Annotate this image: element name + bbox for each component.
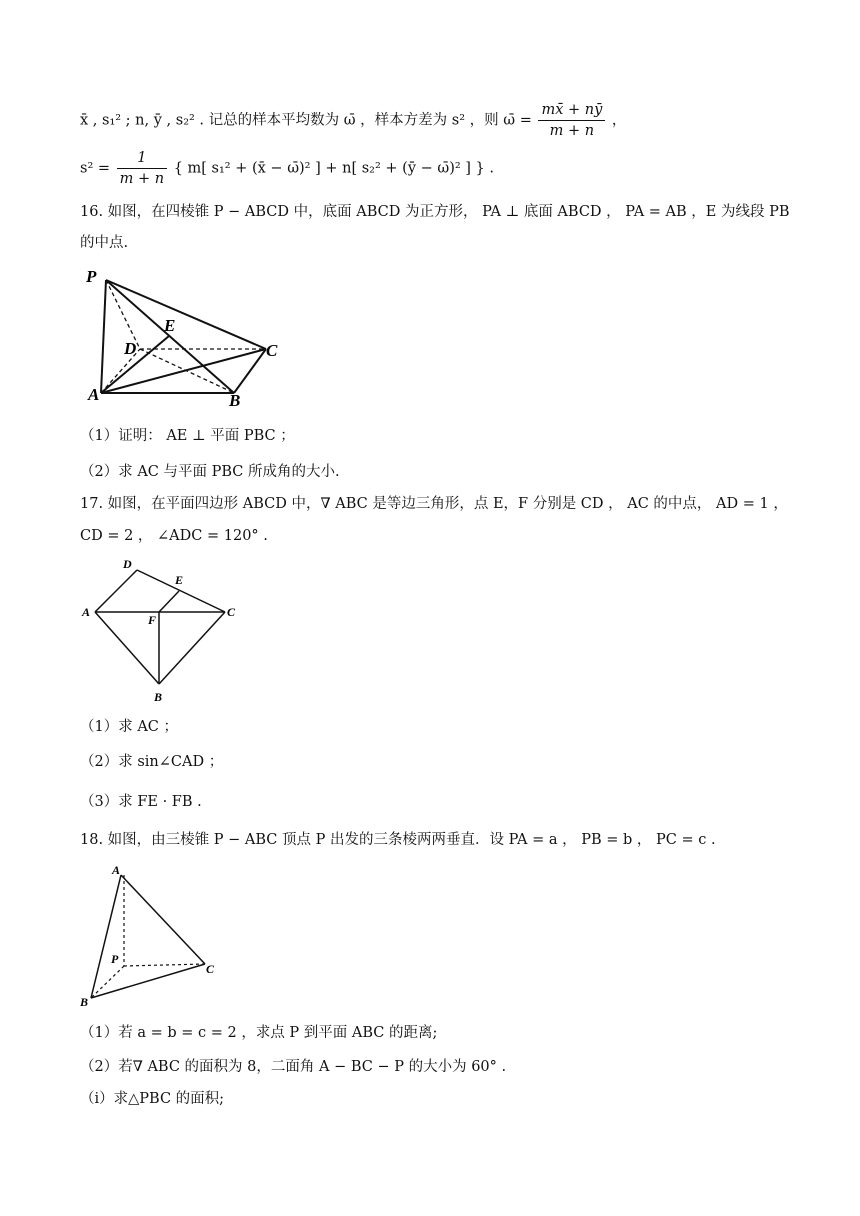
label-B: B (154, 690, 163, 704)
formula-text: x̄ , s₁² ; n, ȳ , s₂² . 记总的样本平均数为 ω̄ ，样本方差为 s² ，则 ω̄ = (80, 112, 532, 129)
label-A: A (112, 863, 121, 877)
label-F: F (148, 613, 157, 627)
label-E: E (164, 316, 176, 335)
label-C: C (206, 962, 215, 976)
variance-lhs: s² = (80, 160, 111, 177)
formula-line-2 (80, 148, 494, 189)
q16-pyramid-figure (80, 262, 290, 410)
formula-line-1: x̄ , s₁² ; n, ȳ , s₂² . 记总的样本平均数为 ω̄ ，样本方差为 s² ，则 ω̄ = $\frac{mx̄ + nȳ}{m + n}$ ， (80, 102, 627, 139)
label-B: B (80, 995, 89, 1009)
q17-quadrilateral-figure (80, 553, 250, 708)
q16-part-2: （2）求 AC 与平面 PBC 所成角的大小. (80, 464, 340, 480)
fraction-variance: $\frac{1}{m + n}$ (117, 148, 167, 189)
q16-stem-line-1: 16. 如图，在四棱锥 P − ABCD 中，底面 ABCD 为正方形， PA ⊥ 底面 ABCD ， PA = AB ，E 为线段 PB (80, 204, 790, 220)
label-P: P (86, 267, 97, 286)
label-B: B (229, 391, 241, 410)
label-C: C (227, 605, 236, 619)
q17-part-1: （1）求 AC ； (80, 719, 179, 735)
label-A: A (88, 385, 100, 404)
label-D: D (123, 557, 132, 571)
q18-part-2-i: （ⅰ）求△PBC 的面积; (80, 1091, 225, 1107)
label-D: D (124, 339, 137, 358)
q17-stem-line-2: CD = 2 ， ∠ADC = 120° . (80, 528, 268, 544)
q18-stem-line-1: 18. 如图，由三棱锥 P − ABC 顶点 P 出发的三条棱两两垂直．设 PA = a ， PB = b ， PC = c . (80, 832, 716, 848)
q18-tetrahedron-figure (78, 860, 228, 1010)
q17-stem-line-1: 17. 如图，在平面四边形 ABCD 中，∇ ABC 是等边三角形，点 E，F 分别是 CD ， AC 的中点， AD = 1 ， (80, 496, 788, 512)
q18-part-1: （1）若 a = b = c = 2 ，求点 P 到平面 ABC 的距离; (80, 1025, 438, 1041)
label-P: P (111, 952, 119, 966)
q17-part-3: （3）求 FE · FB . (80, 794, 202, 810)
q16-stem-line-2: 的中点. (80, 235, 129, 251)
fraction-mean: $\frac{mx̄ + nȳ}{m + n}$ (538, 100, 605, 141)
variance-rhs: { m[ s₁² + (x̄ − ω̄)² ] + n[ s₂² + (ȳ − ω̄)² ] } . (173, 160, 494, 177)
label-C: C (266, 341, 278, 360)
q18-part-2: （2）若∇ ABC 的面积为 8，二面角 A − BC − P 的大小为 60° . (80, 1059, 507, 1075)
q17-part-2: （2）求 sin∠CAD ； (80, 754, 224, 770)
label-A: A (82, 605, 91, 619)
q16-part-1: （1）证明： AE ⊥ 平面 PBC ； (80, 428, 295, 444)
label-E: E (175, 573, 184, 587)
